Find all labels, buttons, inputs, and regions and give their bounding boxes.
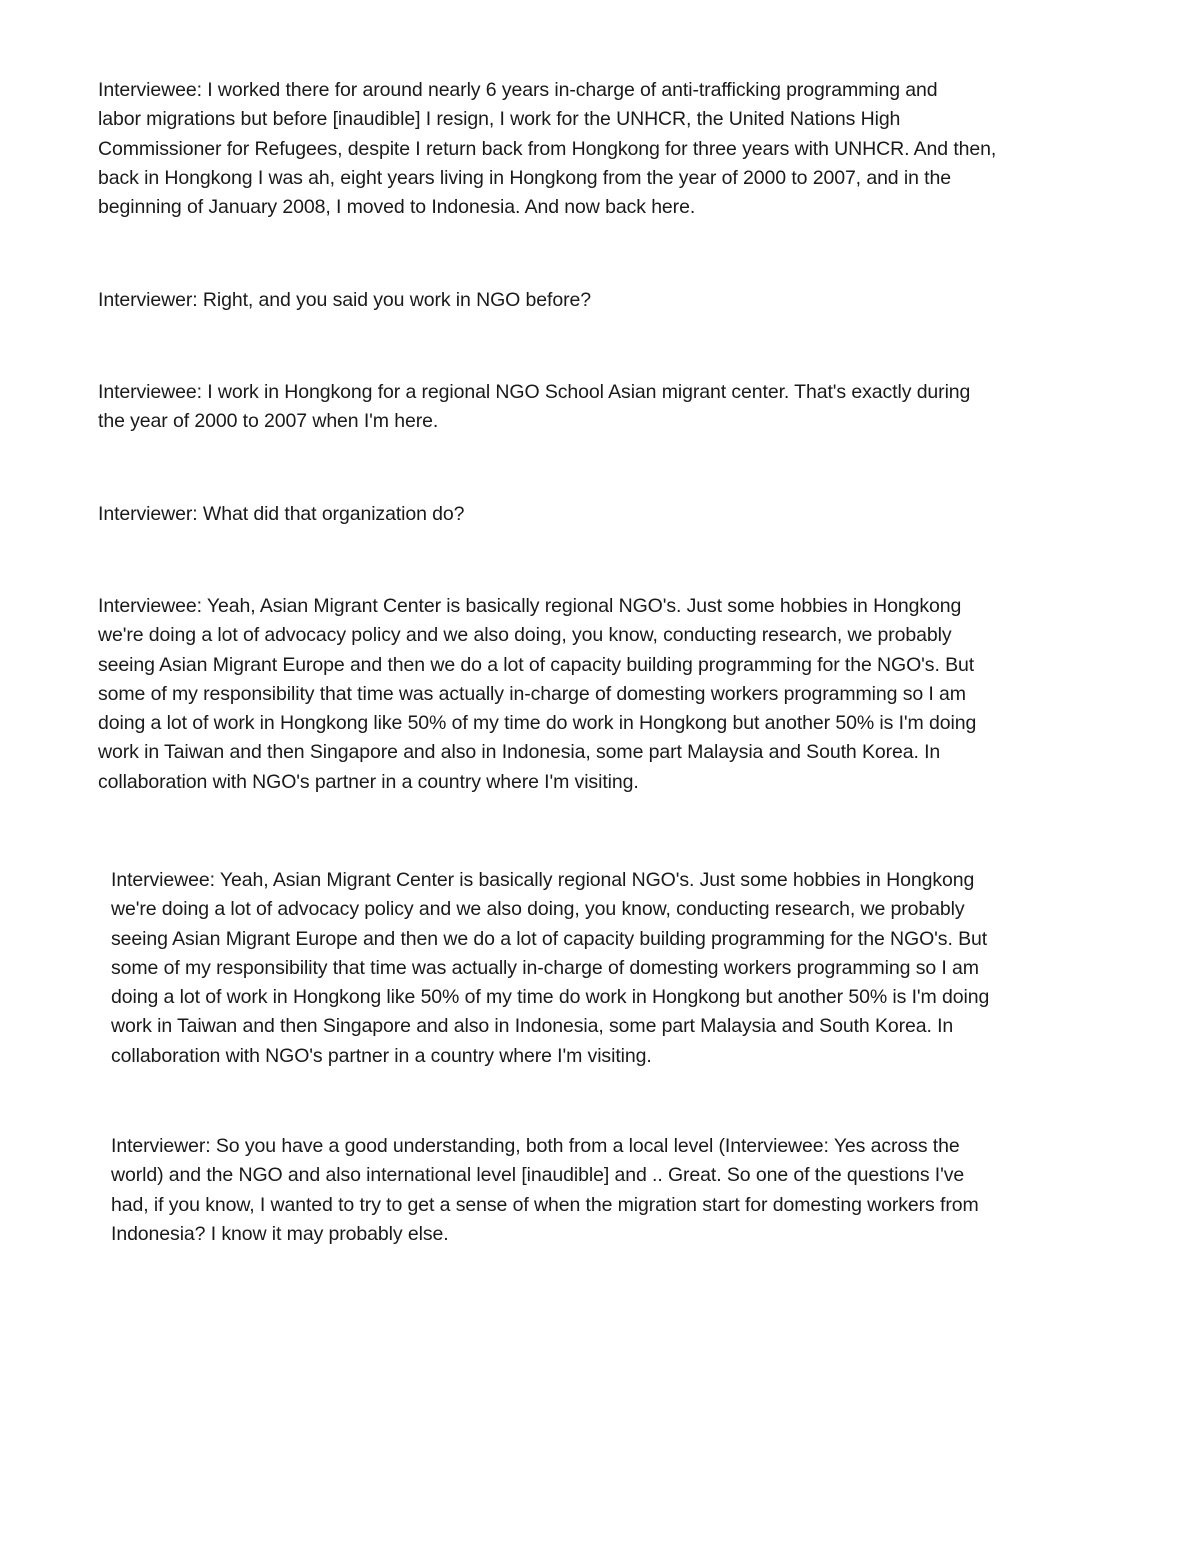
paragraph-line: collaboration with NGO's partner in a country where I'm visiting. [111, 1044, 652, 1067]
paragraph-line: seeing Asian Migrant Europe and then we do a lot of capacity building programming for the NGO's. But [98, 653, 975, 676]
paragraph-line: Interviewee: I worked there for around nearly 6 years in-charge of anti-trafficking programming and [98, 79, 938, 101]
paragraph-line: doing a lot of work in Hongkong like 50% of my time do work in Hongkong but another 50% is I'm doing [98, 712, 977, 735]
paragraph-line: we're doing a lot of advocacy policy and we also doing, you know, conducting research, we probably [111, 898, 965, 921]
paragraph-line: some of my responsibility that time was actually in-charge of domesting workers programming so I am [111, 956, 979, 979]
transcript-paragraph-interviewer-2 [98, 500, 1118, 529]
paragraph-line: some of my responsibility that time was actually in-charge of domesting workers programming so I am [98, 682, 966, 705]
paragraph-line: Interviewee: I work in Hongkong for a regional NGO School Asian migrant center. That's exactly during [98, 381, 971, 403]
paragraph-line: seeing Asian Migrant Europe and then we do a lot of capacity building programming for the NGO's. But [111, 927, 988, 950]
paragraph-line: back in Hongkong I was ah, eight years living in Hongkong from the year of 2000 to 2007, and in the [98, 166, 951, 189]
paragraph-line: world) and the NGO and also international level [inaudible] and .. Great. So one of the questions I've [111, 1164, 965, 1187]
paragraph-line: Interviewer: Right, and you said you work in NGO before? [98, 289, 591, 311]
paragraph-line: work in Taiwan and then Singapore and also in Indonesia, some part Malaysia and South Korea. In [98, 741, 941, 764]
paragraph-line: Commissioner for Refugees, despite I return back from Hongkong for three years with UNHCR. And then, [98, 137, 997, 160]
transcript-paragraph-interviewer-3 [111, 1132, 1131, 1249]
paragraph-line: Indonesia? I know it may probably else. [111, 1222, 449, 1245]
transcript-paragraph-interviewee-2 [98, 378, 1118, 437]
paragraph-line: Interviewee: Yeah, Asian Migrant Center is basically regional NGO's. Just some hobbies in Hongkong [111, 869, 975, 891]
paragraph-line: beginning of January 2008, I moved to Indonesia. And now back here. [98, 196, 696, 219]
transcript-paragraph-interviewee-1 [98, 76, 1118, 222]
paragraph-line: collaboration with NGO's partner in a country where I'm visiting. [98, 770, 639, 793]
paragraph-line: had, if you know, I wanted to try to get a sense of when the migration start for domesting workers from [111, 1193, 979, 1216]
paragraph-line: Interviewer: So you have a good understanding, both from a local level (Interviewee: Yes across the [111, 1135, 960, 1157]
transcript-paragraph-interviewer-1 [98, 286, 1118, 315]
paragraph-line: the year of 2000 to 2007 when I'm here. [98, 410, 439, 433]
paragraph-line: doing a lot of work in Hongkong like 50% of my time do work in Hongkong but another 50% is I'm doing [111, 986, 990, 1009]
paragraph-line: work in Taiwan and then Singapore and also in Indonesia, some part Malaysia and South Korea. In [111, 1015, 954, 1038]
paragraph-line: Interviewer: What did that organization do? [98, 503, 465, 525]
paragraph-line: we're doing a lot of advocacy policy and we also doing, you know, conducting research, we probably [98, 624, 952, 647]
transcript-paragraph-interviewee-3 [98, 592, 1118, 797]
paragraph-line: labor migrations but before [inaudible] I resign, I work for the UNHCR, the United Nations High [98, 108, 901, 131]
transcript-paragraph-interviewee-4 [111, 866, 1131, 1071]
paragraph-line: Interviewee: Yeah, Asian Migrant Center is basically regional NGO's. Just some hobbies in Hongkong [98, 595, 962, 617]
